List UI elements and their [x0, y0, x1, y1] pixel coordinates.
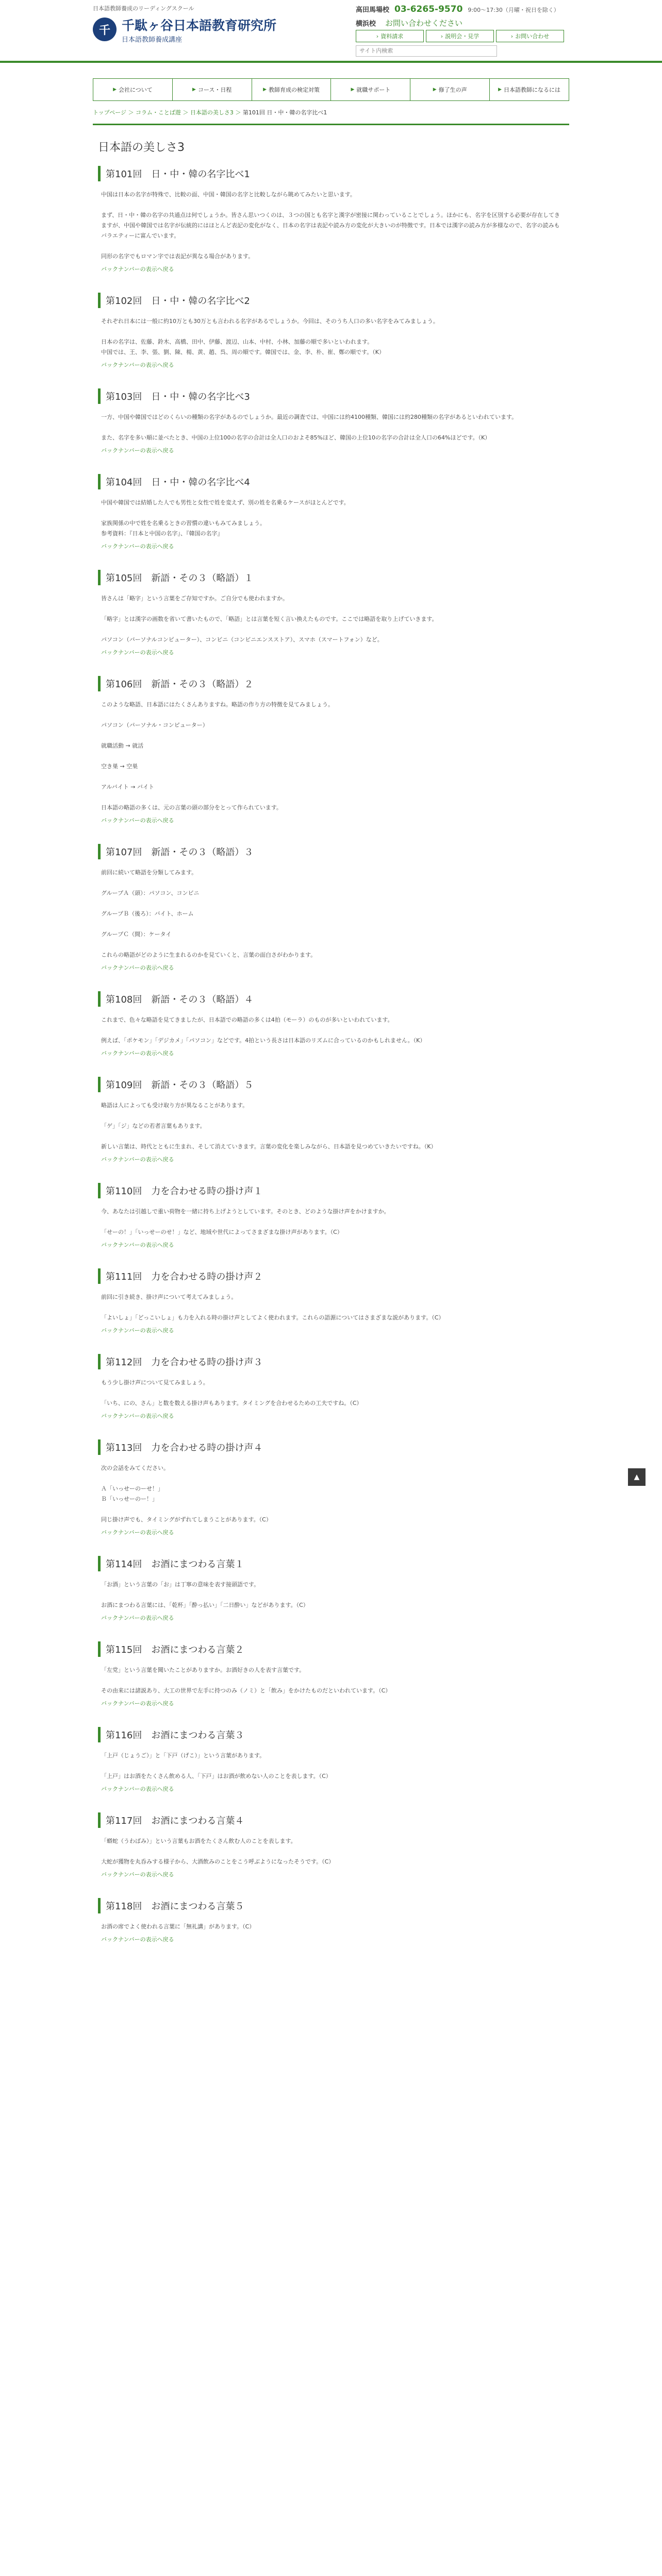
article-title: 第107回 新語・その３（略語）３	[98, 844, 564, 859]
back-number-link[interactable]: バックナンバーの表示へ戻る	[101, 447, 174, 454]
back-number-link[interactable]: バックナンバーの表示へ戻る	[101, 964, 174, 971]
article-body: 皆さんは「略字」という言葉をご存知ですか。ご自分でも使われますか。 「略字」とは漢字の画数を省いて書いたもので、「略語」とは言葉を短く言い換えたものです。ここでは略語を取り上げていきます。 パソコン（パーソナルコンピューター）、コンビニ（コンビニエンスストア）、スマホ（スマートフォン）など。	[101, 595, 438, 643]
article-title: 第114回 お酒にまつわる言葉１	[98, 1556, 564, 1571]
contact-phone[interactable]: 03-6265-9570	[394, 4, 463, 14]
article-title: 第118回 お酒にまつわる言葉５	[98, 1898, 564, 1913]
article-body: それぞれ日本には一般に約10万とも30万とも言われる名字があるでしょうか。今回は、そのうち人口の多い名字をみてみましょう。 日本の名字は、佐藤、鈴木、高橋、田中、伊藤、渡辺、山本、中村、小林、加藤の順で多いといわれます。 中国では、王、李、張、劉、陳、楊、黄、趙、呉、周の順です。韓国では、金、李、朴、崔、鄭の順です。（K）	[101, 318, 439, 355]
article-body: 中国や韓国では結婚した人でも男性と女性で姓を変えず、別の姓を名乗るケースがほとんどです。 家族関係の中で姓を名乗るときの習慣の違いもみてみましょう。 参考資料：『日本と中国の名字』、『韓国の名字』	[101, 499, 350, 537]
article-title: 第111回 力を合わせる時の掛け声２	[98, 1268, 564, 1284]
article-body: 「蟒蛇（うわばみ）」という言葉もお酒をたくさん飲む人のことを表します。 大蛇が獲物を丸呑みする様子から、大酒飲みのことをこう呼ぶようになったそうです。（C）	[101, 1838, 335, 1865]
back-number-link[interactable]: バックナンバーの表示へ戻る	[101, 1871, 174, 1878]
contact-info	[356, 4, 570, 28]
request-materials-button[interactable]: › 資料請求	[356, 30, 424, 42]
article-body: これまで、色々な略語を見てきましたが、日本語での略語の多くは4拍（モーラ）のものが多いといわれています。 例えば、「ポケモン」「デジカメ」「パソコン」などです。4拍という長さは日本語のリズムに合っているのかもしれません。（K）	[101, 1016, 426, 1044]
back-number-link[interactable]: バックナンバーの表示へ戻る	[101, 1242, 174, 1248]
article-body: 一方、中国や韓国ではどのくらいの種類の名字があるのでしょうか。最近の調査では、中国には約4100種類、韓国には約280種類の名字があるといわれています。 また、名字を多い順に並べたとき、中国の上位100の名字の合計は全人口のおよそ85%ほど、韓国の上位10の名字の合計は全人口の64%ほどです。（K）	[101, 414, 518, 441]
article-body: もう少し掛け声について見てみましょう。 「いち、にの、さん」と数を数える掛け声もあります。タイミングを合わせるための工夫ですね。（C）	[101, 1379, 362, 1406]
chevron-right-icon: ▶	[433, 87, 437, 92]
back-number-link[interactable]: バックナンバーの表示へ戻る	[101, 362, 174, 368]
article-title: 第113回 力を合わせる時の掛け声４	[98, 1439, 564, 1455]
back-number-link[interactable]: バックナンバーの表示へ戻る	[101, 543, 174, 550]
article-body: 「左党」という言葉を聞いたことがありますか。お酒好きの人を表す言葉です。 その由来には諸説あり、大工の世界で左手に持つのみ（ノミ）と「飲み」をかけたものだといわれています。（C）	[101, 1667, 391, 1694]
back-number-link[interactable]: バックナンバーの表示へ戻る	[101, 817, 174, 824]
article-title: 第115回 お酒にまつわる言葉２	[98, 1641, 564, 1657]
contact-campus-1: 高田馬場校	[356, 6, 390, 14]
article-item	[98, 1812, 564, 1878]
article-title: 第101回 日・中・韓の名字比べ1	[98, 166, 564, 181]
chevron-right-icon: ▶	[351, 87, 355, 92]
back-number-link[interactable]: バックナンバーの表示へ戻る	[101, 1615, 174, 1621]
article-item	[98, 1354, 564, 1420]
article-title: 第104回 日・中・韓の名字比べ4	[98, 474, 564, 489]
article-item	[98, 1077, 564, 1163]
chevron-right-icon: ▶	[113, 87, 117, 92]
article-item	[98, 570, 564, 656]
back-number-link[interactable]: バックナンバーの表示へ戻る	[101, 1529, 174, 1536]
back-number-link[interactable]: バックナンバーの表示へ戻る	[101, 266, 174, 273]
nav-item-courses[interactable]: ▶ コース・日程	[172, 78, 252, 101]
article-item	[98, 1268, 564, 1334]
article-title: 第112回 力を合わせる時の掛け声３	[98, 1354, 564, 1369]
back-number-link[interactable]: バックナンバーの表示へ戻る	[101, 1786, 174, 1792]
nav-item-voices[interactable]: ▶ 修了生の声	[410, 78, 489, 101]
site-header	[0, 0, 662, 63]
contact-campus-2: 横浜校	[356, 20, 376, 28]
breadcrumb-item[interactable]: コラム・ことば遊	[136, 109, 181, 116]
article-title: 第109回 新語・その３（略語）５	[98, 1077, 564, 1092]
article-item	[98, 676, 564, 824]
logo-mark-icon: 千	[93, 18, 117, 41]
article-item	[98, 1439, 564, 1536]
site-logo[interactable]	[93, 13, 299, 55]
article-item	[98, 1556, 564, 1622]
global-nav	[93, 78, 569, 101]
article-title: 第117回 お酒にまつわる言葉４	[98, 1812, 564, 1828]
article-body: 「お酒」という言葉の「お」は丁寧の意味を表す接頭語です。 お酒にまつわる言葉には、「乾杯」「酔っ払い」「二日酔い」などがあります。（C）	[101, 1581, 309, 1608]
article-item	[98, 1183, 564, 1249]
chevron-right-icon: ▶	[498, 87, 502, 92]
article-item	[98, 388, 564, 454]
article-item	[98, 1898, 564, 1943]
logo-title: 千駄ヶ谷日本語教育研究所	[122, 18, 277, 33]
site-search-input[interactable]	[356, 45, 497, 57]
article-body: 中国は日本の名字が特殊で、比較の面、中国・韓国の名字と比較しながら眺めてみたいと思います。 まず、日・中・韓の名字の共通点は何でしょうか。皆さん思いつくのは、３つの国とも名字と漢字が密接に関わっていることでしょう。ほかにも、名字を区別する必要が存在してきますが、中国や韓国では名字が伝統的にはほとんど表記の変化がなく、日本の名字は表記や読み方の変化が大きいのが特徴です。日本では漢字の読み方が多様なので、名字の読みもバラエティーに富んでいます。 同形の名字でもロマン字では表記が異なる場合があります。	[101, 191, 560, 260]
page-title: 日本語の美しさ3	[98, 141, 185, 154]
back-number-link[interactable]: バックナンバーの表示へ戻る	[101, 1327, 174, 1334]
article-body: 略語は人によっても受け取り方が異なることがあります。 「ゲ」「ジ」などの若者言葉もあります。 新しい言葉は、時代とともに生まれ、そして消えていきます。言葉の変化を楽しみながら、日本語を見つめていきたいですね。（K）	[101, 1102, 437, 1150]
article-title: 第116回 お酒にまつわる言葉３	[98, 1727, 564, 1742]
breadcrumb-current: 第101回 日・中・韓の名字比べ1	[242, 109, 327, 116]
contact-hours: 9:00〜17:30（月曜・祝日を除く）	[468, 7, 559, 13]
article-item	[98, 293, 564, 369]
arrow-icon: ›	[376, 32, 379, 40]
article-item	[98, 166, 564, 273]
nav-item-exam[interactable]: ▶ 教師育成の検定対策	[252, 78, 331, 101]
article-item	[98, 991, 564, 1057]
contact-inquiry: お問い合わせください	[385, 19, 463, 28]
article-body: 次の会話をみてください。 Ａ「いっせーのーせ！」 Ｂ「いっせーのー！」 同じ掛け声でも、タイミングがずれてしまうことがあります。（C）	[101, 1465, 272, 1523]
article-body: このような略語、日本語にはたくさんありますね。略語の作り方の特徴を見てみましょう。 パソコン（パーソナル・コンピューター） 就職活動 → 就活 空き巣 → 空巣 アルバイト → バイト 日本語の略語の多くは、元の言葉の頭の部分をとって作られています。	[101, 701, 334, 811]
article-title: 第108回 新語・その３（略語）４	[98, 991, 564, 1007]
back-number-link[interactable]: バックナンバーの表示へ戻る	[101, 1700, 174, 1707]
article-title: 第110回 力を合わせる時の掛け声１	[98, 1183, 564, 1198]
chevron-right-icon: ▶	[263, 87, 267, 92]
article-item	[98, 844, 564, 972]
back-number-link[interactable]: バックナンバーの表示へ戻る	[101, 1936, 174, 1943]
back-number-link[interactable]: バックナンバーの表示へ戻る	[101, 1156, 174, 1163]
back-number-link[interactable]: バックナンバーの表示へ戻る	[101, 1413, 174, 1419]
article-body: 前回に続いて略語を分類してみます。 グループＡ（頭）：パソコン、コンビニ グループＢ（後ろ）：バイト、ホーム グループＣ（間）：ケータイ これらの略語がどのように生まれるのかを見ていくと、言葉の面白さがわかります。	[101, 869, 317, 958]
breadcrumb-item[interactable]: トップページ	[93, 109, 127, 116]
back-number-link[interactable]: バックナンバーの表示へ戻る	[101, 1050, 174, 1057]
article-title: 第106回 新語・その３（略語）２	[98, 676, 564, 691]
nav-item-career[interactable]: ▶ 就職サポート	[330, 78, 410, 101]
article-item	[98, 474, 564, 550]
header-tagline: 日本語教師養成のリーディングスクール	[93, 5, 194, 12]
arrow-icon: ›	[440, 32, 443, 40]
article-title: 第102回 日・中・韓の名字比べ2	[98, 293, 564, 308]
article-title: 第105回 新語・その３（略語）１	[98, 570, 564, 585]
inquiry-button[interactable]: › お問い合わせ	[496, 30, 564, 42]
nav-item-howto[interactable]: ▶ 日本語教師になるには	[489, 78, 569, 101]
header-buttons	[356, 30, 564, 42]
article-body: お酒の席でよく使われる言葉に「無礼講」があります。（C）	[101, 1923, 255, 1930]
logo-subtitle: 日本語教師養成講座	[122, 36, 183, 44]
breadcrumb: トップページ ＞ コラム・ことば遊 ＞ 日本語の美しさ3 ＞ 第101回 日・中・韓の名字比べ1	[93, 109, 327, 116]
article-body: 「上戸（じょうご）」と「下戸（げこ）」という言葉があります。 「上戸」はお酒をたくさん飲める人、「下戸」はお酒が飲めない人のことを表します。（C）	[101, 1752, 332, 1780]
seminar-button[interactable]: › 説明会・見学	[426, 30, 494, 42]
article-title: 第103回 日・中・韓の名字比べ3	[98, 388, 564, 404]
article-item	[98, 1641, 564, 1707]
main-content	[93, 124, 569, 1963]
article-list	[93, 166, 569, 1943]
arrow-icon: ›	[510, 32, 514, 40]
article-item	[98, 1727, 564, 1793]
breadcrumb-item[interactable]: 日本語の美しさ3	[190, 109, 234, 116]
scroll-to-top-button[interactable]: ▲	[628, 1468, 646, 1486]
back-number-link[interactable]: バックナンバーの表示へ戻る	[101, 649, 174, 656]
chevron-right-icon: ▶	[192, 87, 196, 92]
article-body: 前回に引き続き、掛け声について考えてみましょう。 「よいしょ」「どっこいしょ」も力を入れる時の掛け声としてよく使われます。これらの語源についてはさまざまな説があります。（C）	[101, 1294, 444, 1321]
nav-item-about[interactable]: ▶ 会社について	[93, 78, 172, 101]
article-body: 今、あなたは引越しで重い荷物を一緒に持ち上げようとしています。そのとき、どのような掛け声をかけますか。 「せーの！」「いっせーのせ！」など、地域や世代によってさまざまな掛け声があります。（C）	[101, 1208, 390, 1235]
